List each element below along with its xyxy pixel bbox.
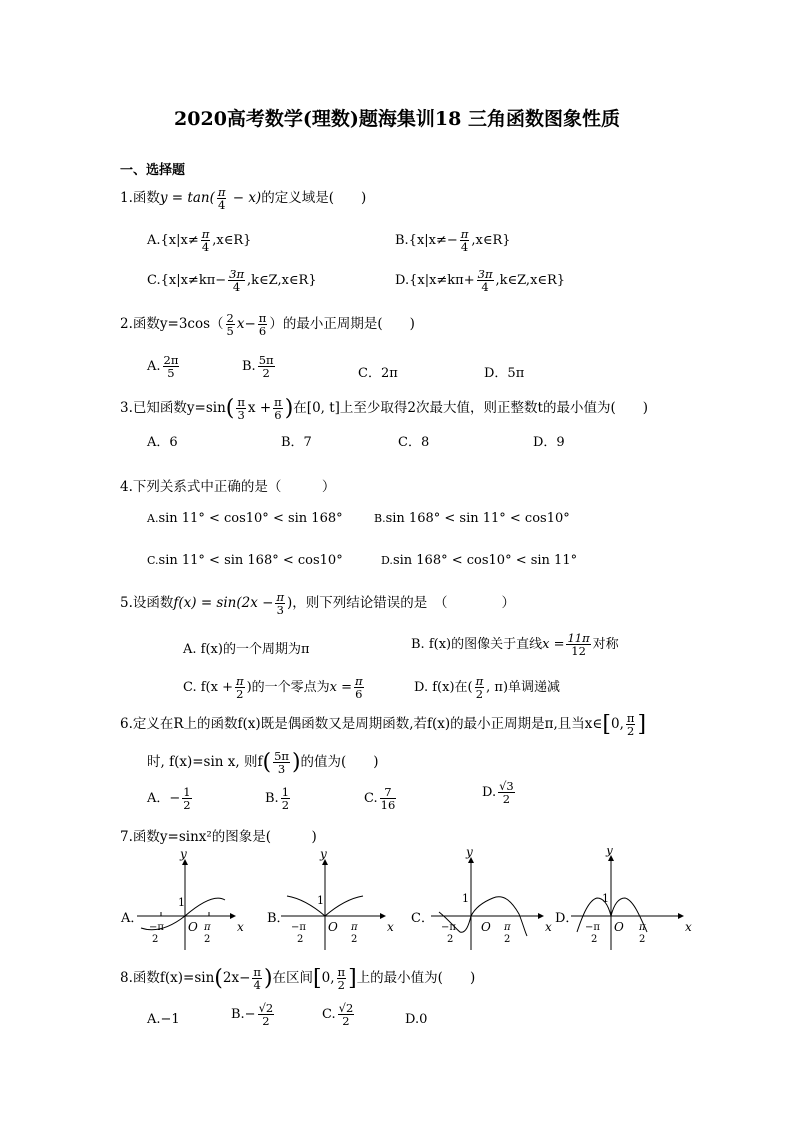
q7-graph-options bbox=[115, 848, 695, 960]
q4-option-d[interactable]: D.sin 168° < cos10° < sin 11° bbox=[381, 553, 578, 568]
q6-option-d[interactable]: D. $\frac{√3}{2}$ bbox=[482, 779, 514, 807]
q7-graph-a[interactable] bbox=[120, 848, 244, 950]
svg-text:−π: −π bbox=[149, 922, 164, 933]
question-4: 4.下列关系式中正确的是（ ） bbox=[120, 479, 336, 495]
question-8: 8.函数f(x)=sin(2x− $\frac{\pi}{4}$ )在区间[0, $\frac{\pi}{2}$ ]上的最小值为( ) bbox=[120, 965, 476, 993]
svg-text:π: π bbox=[204, 922, 211, 933]
svg-text:y: y bbox=[466, 848, 473, 859]
svg-text:x: x bbox=[387, 920, 394, 934]
q5-option-c[interactable]: C. f(x + $\frac{\pi}{2}$ )的一个零点为x = $\frac{\pi}{6}$ bbox=[183, 674, 363, 702]
svg-text:1: 1 bbox=[317, 894, 324, 907]
svg-text:2: 2 bbox=[447, 934, 454, 945]
svg-text:1: 1 bbox=[462, 892, 469, 905]
q4-option-b[interactable]: B.sin 168° < sin 11° < cos10° bbox=[374, 511, 570, 526]
svg-text:2: 2 bbox=[591, 934, 598, 945]
svg-text:1: 1 bbox=[602, 892, 609, 905]
q8-option-a[interactable]: A.−1 bbox=[147, 1012, 180, 1027]
q3-option-b[interactable]: B．7 bbox=[281, 435, 312, 450]
svg-text:π: π bbox=[639, 922, 646, 933]
q1-option-c[interactable]: C.{x|x≠kπ− $\frac{3\pi}{4}$ ,k∈Z,x∈R} bbox=[147, 267, 317, 295]
svg-text:−π: −π bbox=[291, 922, 306, 933]
svg-text:B．: B． bbox=[267, 911, 290, 926]
svg-text:π: π bbox=[351, 922, 358, 933]
q5-option-b[interactable]: B. f(x)的图像关于直线x = $\frac{11\pi}{12}$ 对称 bbox=[411, 631, 619, 659]
svg-text:2: 2 bbox=[504, 934, 511, 945]
q4-option-c[interactable]: C.sin 11° < sin 168° < cos10° bbox=[147, 553, 343, 568]
svg-text:O: O bbox=[188, 920, 198, 934]
q6-option-c[interactable]: C. $\frac{7}{16}$ bbox=[364, 785, 396, 813]
q7-graph-b[interactable] bbox=[267, 848, 394, 950]
section-heading: 一、选择题 bbox=[120, 163, 186, 178]
svg-text:2: 2 bbox=[351, 934, 358, 945]
q1-option-d[interactable]: D.{x|x≠kπ+ $\frac{3\pi}{4}$ ,k∈Z,x∈R} bbox=[395, 267, 566, 295]
q2-option-d[interactable]: D．5π bbox=[484, 366, 525, 381]
svg-text:2: 2 bbox=[204, 934, 211, 945]
q5-option-d[interactable]: D. f(x)在( $\frac{\pi}{2}$ , π)单调递减 bbox=[414, 674, 561, 702]
svg-text:y: y bbox=[180, 848, 187, 861]
svg-text:y: y bbox=[606, 848, 613, 857]
question-6-line2: 时, f(x)=sin x, 则f( $\frac{5\pi}{3}$ )的值为( ) bbox=[147, 749, 379, 777]
q3-option-c[interactable]: C．8 bbox=[398, 435, 430, 450]
svg-text:C．: C． bbox=[411, 911, 434, 926]
q6-option-b[interactable]: B. $\frac{1}{2}$ bbox=[265, 785, 290, 813]
svg-text:O: O bbox=[481, 920, 491, 934]
svg-text:2: 2 bbox=[152, 934, 159, 945]
svg-text:x: x bbox=[685, 920, 692, 934]
svg-text:−π: −π bbox=[441, 922, 456, 933]
svg-text:2: 2 bbox=[639, 934, 646, 945]
q1-option-a[interactable]: A.{x|x≠ $\frac{\pi}{4}$ ,x∈R} bbox=[147, 227, 252, 255]
svg-text:π: π bbox=[504, 922, 511, 933]
q1-option-b[interactable]: B.{x|x≠− $\frac{\pi}{4}$ ,x∈R} bbox=[395, 227, 511, 255]
q7-graph-c[interactable] bbox=[411, 848, 552, 950]
fraction: $\frac{\pi}{4}$ bbox=[217, 185, 226, 213]
svg-text:O: O bbox=[614, 920, 624, 934]
question-6: 6.定义在R上的函数f(x)既是偶函数又是周期函数,若f(x)的最小正周期是π,且当x∈[0, $\frac{\pi}{2}$ ] bbox=[120, 711, 647, 739]
svg-text:D．: D． bbox=[555, 911, 579, 926]
q4-option-a[interactable]: A.sin 11° < cos10° < sin 168° bbox=[147, 511, 343, 526]
q2-option-a[interactable]: A. $\frac{2\pi}{5}$ bbox=[147, 353, 179, 381]
svg-text:1: 1 bbox=[178, 896, 185, 909]
svg-text:x: x bbox=[237, 920, 244, 934]
q3-option-d[interactable]: D．9 bbox=[533, 435, 565, 450]
svg-text:O: O bbox=[328, 920, 338, 934]
svg-text:2: 2 bbox=[297, 934, 304, 945]
q8-option-c[interactable]: C. $\frac{√2}{2}$ bbox=[322, 1001, 354, 1029]
question-3: 3.已知函数y=sin( $\frac{\pi}{3}$ x + $\frac{\pi}{6}$ )在[0, t]上至少取得2次最大值，则正整数t的最小值为( ) bbox=[120, 395, 648, 423]
svg-text:y: y bbox=[320, 848, 327, 861]
q7-graph-d[interactable] bbox=[555, 848, 692, 950]
question-5: 5.设函数f(x) = sin(2x − $\frac{\pi}{3}$ )，则下列结论错误的是 （ ） bbox=[120, 590, 516, 618]
q6-option-a[interactable]: A．− $\frac{1}{2}$ bbox=[147, 785, 191, 813]
svg-text:x: x bbox=[545, 920, 552, 934]
page-title: 2020高考数学(理数)题海集训18 三角函数图象性质 bbox=[174, 108, 620, 130]
question-7: 7.函数y=sinx²的图象是( ) bbox=[120, 829, 317, 845]
q8-option-d[interactable]: D.0 bbox=[405, 1012, 428, 1027]
q3-option-a[interactable]: A．6 bbox=[147, 435, 178, 450]
svg-text:−π: −π bbox=[585, 922, 600, 933]
q8-option-b[interactable]: B.− $\frac{√2}{2}$ bbox=[231, 1001, 274, 1029]
q5-option-a[interactable]: A. f(x)的一个周期为π bbox=[183, 642, 310, 657]
q2-option-c[interactable]: C．2π bbox=[358, 366, 398, 381]
question-2: 2.函数y=3cos（ $\frac{2}{5}$ x− $\frac{\pi}{6}$ ）的最小正周期是( ) bbox=[120, 311, 415, 339]
question-1: 1.函数y = tan( $\frac{\pi}{4}$ − x)的定义域是( ) bbox=[120, 185, 367, 213]
svg-text:A．: A． bbox=[121, 911, 144, 926]
q2-option-b[interactable]: B. $\frac{5\pi}{2}$ bbox=[242, 353, 274, 381]
